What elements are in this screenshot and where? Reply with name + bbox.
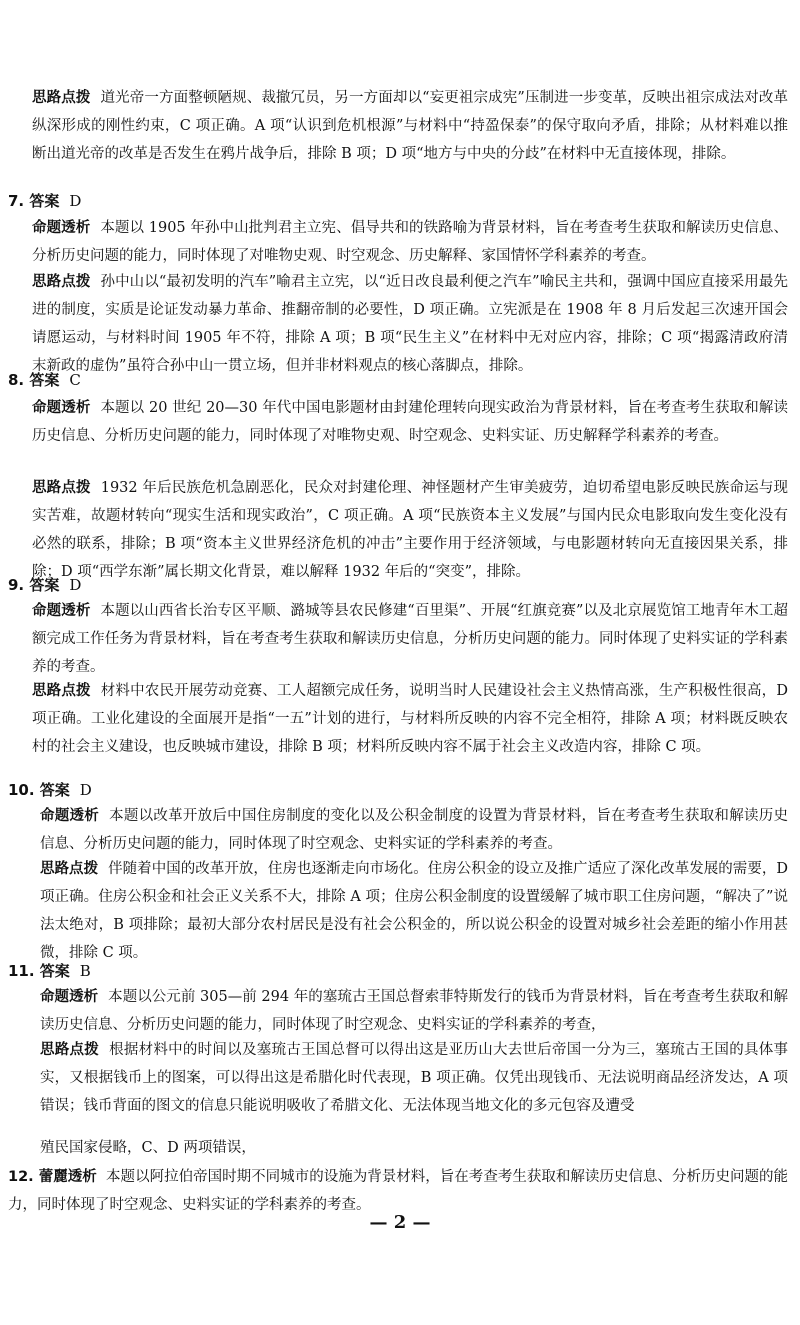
page-number: — 2 —	[369, 1212, 431, 1233]
question-number: 11. 答案	[8, 962, 70, 980]
section-label: 思路点拨	[32, 90, 91, 106]
q9-answer-heading	[8, 571, 81, 599]
section-label: 思路点拨	[32, 683, 91, 699]
q7-mingti-paragraph	[32, 214, 788, 270]
q11-silu-paragraph	[40, 1036, 788, 1120]
q8-answer-heading	[8, 366, 81, 394]
section-label: 思路点拨	[40, 1042, 100, 1058]
answer-letter: D	[69, 192, 82, 210]
paragraph-text: 孙中山以“最初发明的汽车”喻君主立宪，以“近日改良最利便之汽车”喻民主共和，强调中国应直接采用最先进的制度，实质是论证发动暴力革命、推翻帝制的必要性，D 项正确。立宪派是在 1908 年 8 月后发起三次速开国会请愿运动，与材料时间 1905 年不符，排除 A 项；B 项“民生主义”在材料中无对应内容，排除；C 项“揭露清政府清末新政的虚伪”虽符合孙中山一贯立场，但并非材料观点的核心落脚点，排除。	[32, 274, 788, 374]
section-label: 命题透析	[32, 220, 91, 236]
paragraph-text: 道光帝一方面整顿陋规、裁撤冗员，另一方面却以“妄更祖宗成宪”压制进一步变革，反映出祖宗成法对改革纵深形成的刚性约束，C 项正确。A 项“认识到危机根源”与材料中“持盈保泰”的保守取向矛盾，排除；从材料难以推断出道光帝的改革是否发生在鸦片战争后，排除 B 项；D 项“地方与中央的分歧”在材料中无直接体现，排除。	[32, 90, 788, 162]
q9-mingti-paragraph	[32, 597, 788, 681]
question-number: 12. 蕾麗透析	[8, 1169, 97, 1185]
paragraph-text: 材料中农民开展劳动竞赛、工人超额完成任务，说明当时人民建设社会主义热情高涨，生产积极性很高，D 项正确。工业化建设的全面展开是指“一五”计划的进行，与材料所反映的内容不完全相符，排除 A 项；材料既反映农村的社会主义建设，也反映城市建设，排除 B 项；材料所反映内容不属于社会主义改造内容，排除 C 项。	[32, 683, 788, 755]
paragraph-text: 伴随着中国的改革开放，住房也逐渐走向市场化。住房公积金的设立及推广适应了深化改革发展的需要，D 项正确。住房公积金和社会正义关系不大，排除 A 项；住房公积金制度的设置缓解了城市职工住房问题，“解决了”说法太绝对，B 项排除；最初大部分农村居民是没有社会公积金的，所以说公积金的设置对城乡社会差距的缩小作用甚微，排除 C 项。	[40, 861, 789, 961]
section-label: 命题透析	[32, 603, 91, 619]
q11-mingti-paragraph	[40, 983, 788, 1039]
paragraph-text: 本题以 20 世纪 20—30 年代中国电影题材由封建伦理转向现实政治为背景材料，旨在考查考生获取和解读历史信息、分析历史问题的能力，同时体现了对唯物史观、时空观念、史料实证、历史解释学科素养的考查。	[32, 400, 788, 444]
section-label: 思路点拨	[32, 274, 91, 290]
q10-mingti-paragraph	[40, 802, 788, 858]
paragraph-text: 本题以 1905 年孙中山批判君主立宪、倡导共和的铁路喻为背景材料，旨在考查考生获取和解读历史信息、分析历史问题的能力，同时体现了对唯物史观、时空观念、历史解释、家国情怀学科素养的考查。	[32, 220, 789, 264]
question-number: 9. 答案	[8, 576, 60, 594]
section-label: 命题透析	[40, 989, 99, 1005]
q8-silu-paragraph	[32, 474, 788, 586]
q12-mingti-paragraph	[8, 1163, 788, 1219]
section-label: 命题透析	[32, 400, 91, 416]
answer-letter: C	[69, 371, 81, 389]
paragraph-text: 殖民国家侵略，C、D 两项错误，	[40, 1140, 256, 1156]
section-label: 思路点拨	[40, 861, 99, 877]
paragraph-text: 1932 年后民族危机急剧恶化，民众对封建伦理、神怪题材产生审美疲劳，迫切希望电影反映民族命运与现实苦难，故题材转向“现实生活和现实政治”，C 项正确。A 项“民族资本主义发展”与国内民众电影取向发生变化没有必然的联系，排除；B 项“资本主义世界经济危机的冲击”主要作用于经济领域，与电影题材转向无直接因果关系，排除；D 项“西学东渐”属长期文化背景，难以解释 1932 年后的“突变”，排除。	[32, 480, 789, 580]
q7-silu-paragraph	[32, 268, 788, 380]
paragraph-text: 本题以山西省长治专区平顺、潞城等县农民修建“百里渠”、开展“红旗竞赛”以及北京展览馆工地青年木工超额完成工作任务为背景材料，旨在考查考生获取和解读历史信息，分析历史问题的能力。同时体现了史料实证的学科素养的考查。	[32, 603, 788, 675]
q10-answer-heading	[8, 776, 92, 804]
q9-silu-paragraph	[32, 677, 788, 761]
section-label: 思路点拨	[32, 480, 91, 496]
answer-letter: D	[79, 781, 92, 799]
paragraph-text: 本题以公元前 305—前 294 年的塞琉古王国总督索菲特斯发行的钱币为背景材料，旨在考查考生获取和解读历史信息、分析历史问题的能力，同时体现了时空观念、史料实证的学科素养的考查，	[40, 989, 788, 1033]
q7-answer-heading	[8, 187, 81, 215]
section-label: 命题透析	[40, 808, 100, 824]
q8-mingti-paragraph	[32, 394, 788, 450]
question-number: 8. 答案	[8, 371, 60, 389]
answer-letter: D	[69, 576, 82, 594]
q6-silu-paragraph	[32, 84, 788, 168]
paragraph-text: 根据材料中的时间以及塞琉古王国总督可以得出这是亚历山大去世后帝国一分为三，塞琉古王国的具体事实，又根据钱币上的图案，可以得出这是希腊化时代表现，B 项正确。仅凭出现钱币、无法说明商品经济发达，A 项错误；钱币背面的图文的信息只能说明吸收了希腊文化、无法体现当地文化的多元包容及遭受	[40, 1042, 788, 1114]
question-number: 7. 答案	[8, 192, 60, 210]
q11-answer-heading	[8, 957, 91, 985]
q11-silu-continuation	[40, 1134, 788, 1162]
paragraph-text: 本题以改革开放后中国住房制度的变化以及公积金制度的设置为背景材料，旨在考查考生获取和解读历史信息、分析历史问题的能力，同时体现了时空观念、史料实证的学科素养的考查。	[40, 808, 788, 852]
q10-silu-paragraph	[40, 855, 788, 967]
answer-letter: B	[79, 962, 91, 980]
question-number: 10. 答案	[8, 781, 70, 799]
paragraph-text: 本题以阿拉伯帝国时期不同城市的设施为背景材料，旨在考查考生获取和解读历史信息、分析历史问题的能力，同时体现了时空观念、史料实证的学科素养的考查。	[8, 1169, 789, 1213]
